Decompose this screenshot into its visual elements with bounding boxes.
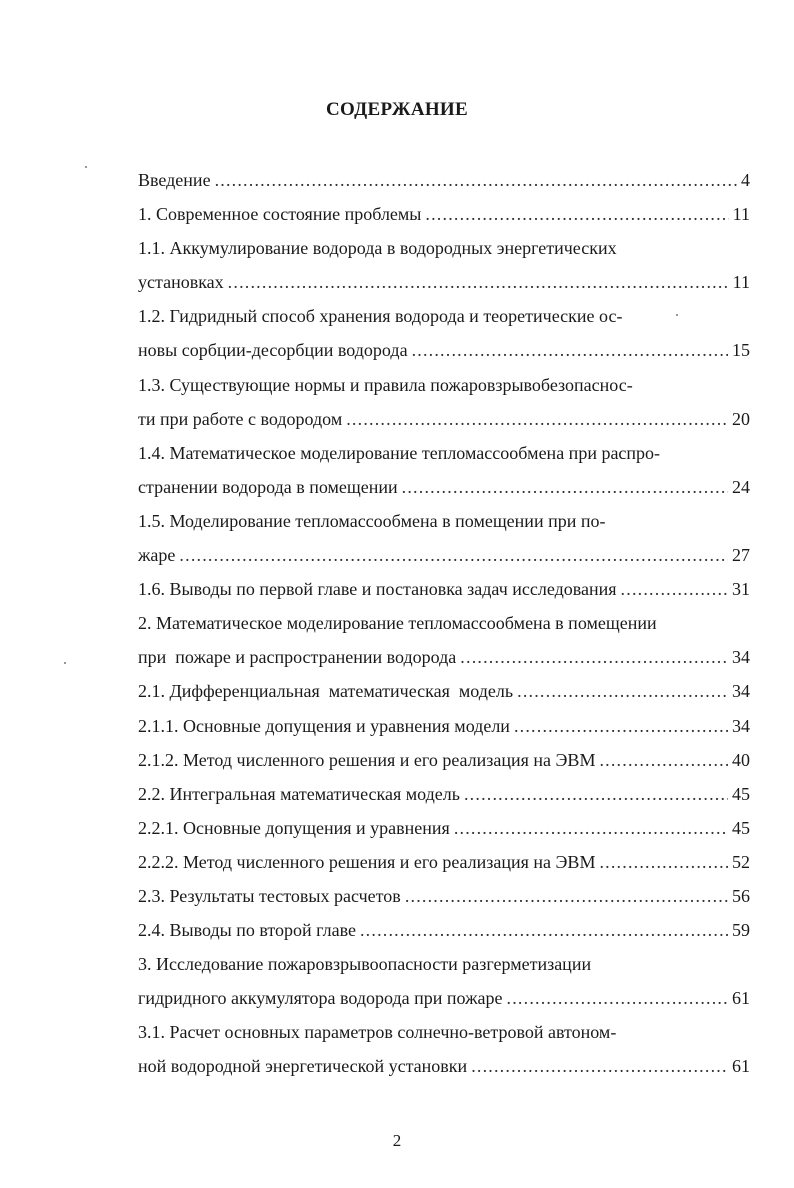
dot-leader <box>460 643 728 671</box>
toc-entry-title: Введение <box>138 170 211 190</box>
toc-entry-page: 11 <box>732 272 750 293</box>
toc-entry <box>138 950 750 984</box>
dot-leader <box>599 746 728 774</box>
dot-leader <box>405 882 728 910</box>
dot-leader <box>228 268 729 296</box>
toc-entry-title: 2.1.2. Метод численного решения и его реализация на ЭВМ <box>138 749 596 770</box>
toc-entry <box>138 780 750 814</box>
toc-entry <box>138 916 750 950</box>
dot-leader <box>412 336 728 364</box>
toc-entry <box>138 882 750 916</box>
scan-speck <box>85 166 87 168</box>
toc-entry <box>138 746 750 780</box>
toc-entry-page: 31 <box>732 579 750 600</box>
toc-entry-page: 61 <box>732 1056 750 1077</box>
toc-entry-title: 2.4. Выводы по второй главе <box>138 920 356 941</box>
toc-entry-title: 1. Современное состояние проблемы <box>138 204 422 225</box>
toc-entry-title: 1.6. Выводы по первой главе и постановка задач исследования <box>138 579 617 600</box>
page-title: СОДЕРЖАНИЕ <box>326 99 468 120</box>
dot-leader <box>360 916 728 944</box>
toc-entry-title: 2.3. Результаты тестовых расчетов <box>138 885 401 906</box>
toc-entry-page: 4 <box>741 170 750 190</box>
toc-entry <box>138 166 750 200</box>
toc-entry-page: 24 <box>732 476 750 497</box>
toc-entry-page: 15 <box>732 340 750 361</box>
toc-entry <box>138 371 750 405</box>
toc-entry-title: 1.1. Аккумулирование водорода в водородных энергетических <box>138 238 617 259</box>
toc-entry-title: 2.2.1. Основные допущения и уравнения <box>138 817 450 838</box>
toc-entry <box>138 473 750 507</box>
toc-entry <box>138 302 750 336</box>
toc-entry-page: 20 <box>732 408 750 429</box>
toc-entry-page: 45 <box>732 783 750 804</box>
scan-speck <box>676 314 678 316</box>
toc-entry <box>138 234 750 268</box>
toc-entry-page: 59 <box>732 920 750 941</box>
toc-entry <box>138 507 750 541</box>
toc-entry-title: 3.1. Расчет основных параметров солнечно-ветровой автоном- <box>138 1022 617 1043</box>
toc-entry-title: гидридного аккумулятора водорода при пожаре <box>138 988 503 1009</box>
toc-entry-title: 2.2.2. Метод численного решения и его реализация на ЭВМ <box>138 851 596 872</box>
toc-entry-title: установках <box>138 272 224 293</box>
dot-leader <box>454 814 728 842</box>
toc-entry-title: ти при работе с водородом <box>138 408 343 429</box>
toc-entry-page: 11 <box>732 204 750 225</box>
toc-entry <box>138 200 750 234</box>
toc-entry-title: 2. Математическое моделирование тепломассообмена в помещении <box>138 613 657 634</box>
toc-entry-page: 27 <box>732 545 750 566</box>
dot-leader <box>599 848 728 876</box>
toc-entry <box>138 1052 750 1086</box>
dot-leader <box>621 575 728 603</box>
toc-entry <box>138 677 750 711</box>
dot-leader <box>425 200 728 228</box>
toc-entry <box>138 643 750 677</box>
toc-entry-page: 52 <box>732 851 750 872</box>
table-of-contents <box>138 166 750 1087</box>
toc-entry-title: странении водорода в помещении <box>138 476 398 497</box>
toc-entry-page: 40 <box>732 749 750 770</box>
toc-entry <box>138 541 750 575</box>
dot-leader <box>346 405 728 433</box>
toc-entry-page: 34 <box>732 681 750 702</box>
toc-entry-title: 2.1. Дифференциальная математическая модель <box>138 681 514 702</box>
toc-entry <box>138 1018 750 1052</box>
toc-entry-title: 1.4. Математическое моделирование тепломассообмена при распро- <box>138 442 661 463</box>
toc-entry-title: 1.3. Существующие нормы и правила пожаровзрывобезопаснос- <box>138 374 633 395</box>
dot-leader <box>507 984 728 1012</box>
toc-entry <box>138 609 750 643</box>
dot-leader <box>215 166 737 194</box>
toc-entry-title: жаре <box>138 545 176 566</box>
toc-entry-title: 2.1.1. Основные допущения и уравнения модели <box>138 715 510 736</box>
scan-speck <box>64 662 66 664</box>
toc-entry-page: 61 <box>732 988 750 1009</box>
dot-leader <box>179 541 728 569</box>
dot-leader <box>402 473 728 501</box>
toc-entry <box>138 814 750 848</box>
toc-entry-page: 34 <box>732 647 750 668</box>
toc-entry-title: 1.5. Моделирование тепломассообмена в помещении при по- <box>138 510 606 531</box>
toc-entry <box>138 848 750 882</box>
dot-leader <box>471 1052 728 1080</box>
toc-entry <box>138 712 750 746</box>
dot-leader <box>514 712 728 740</box>
page-number: 2 <box>392 1131 402 1150</box>
dot-leader <box>464 780 728 808</box>
toc-entry <box>138 336 750 370</box>
toc-entry-page: 45 <box>732 817 750 838</box>
toc-entry-page: 34 <box>732 715 750 736</box>
toc-entry <box>138 405 750 439</box>
toc-entry <box>138 984 750 1018</box>
toc-entry <box>138 575 750 609</box>
toc-entry-title: 2.2. Интегральная математическая модель <box>138 783 460 804</box>
dot-leader <box>517 677 728 705</box>
toc-entry-title: 1.2. Гидридный способ хранения водорода и теоретические ос- <box>138 306 623 327</box>
toc-entry-title: ной водородной энергетической установки <box>138 1056 468 1077</box>
toc-entry <box>138 268 750 302</box>
toc-entry-title: новы сорбции-десорбции водорода <box>138 340 408 361</box>
toc-entry <box>138 439 750 473</box>
toc-entry-title: при пожаре и распространении водорода <box>138 647 457 668</box>
toc-entry-page: 56 <box>732 885 750 906</box>
toc-entry-title: 3. Исследование пожаровзрывоопасности разгерметизации <box>138 954 592 975</box>
